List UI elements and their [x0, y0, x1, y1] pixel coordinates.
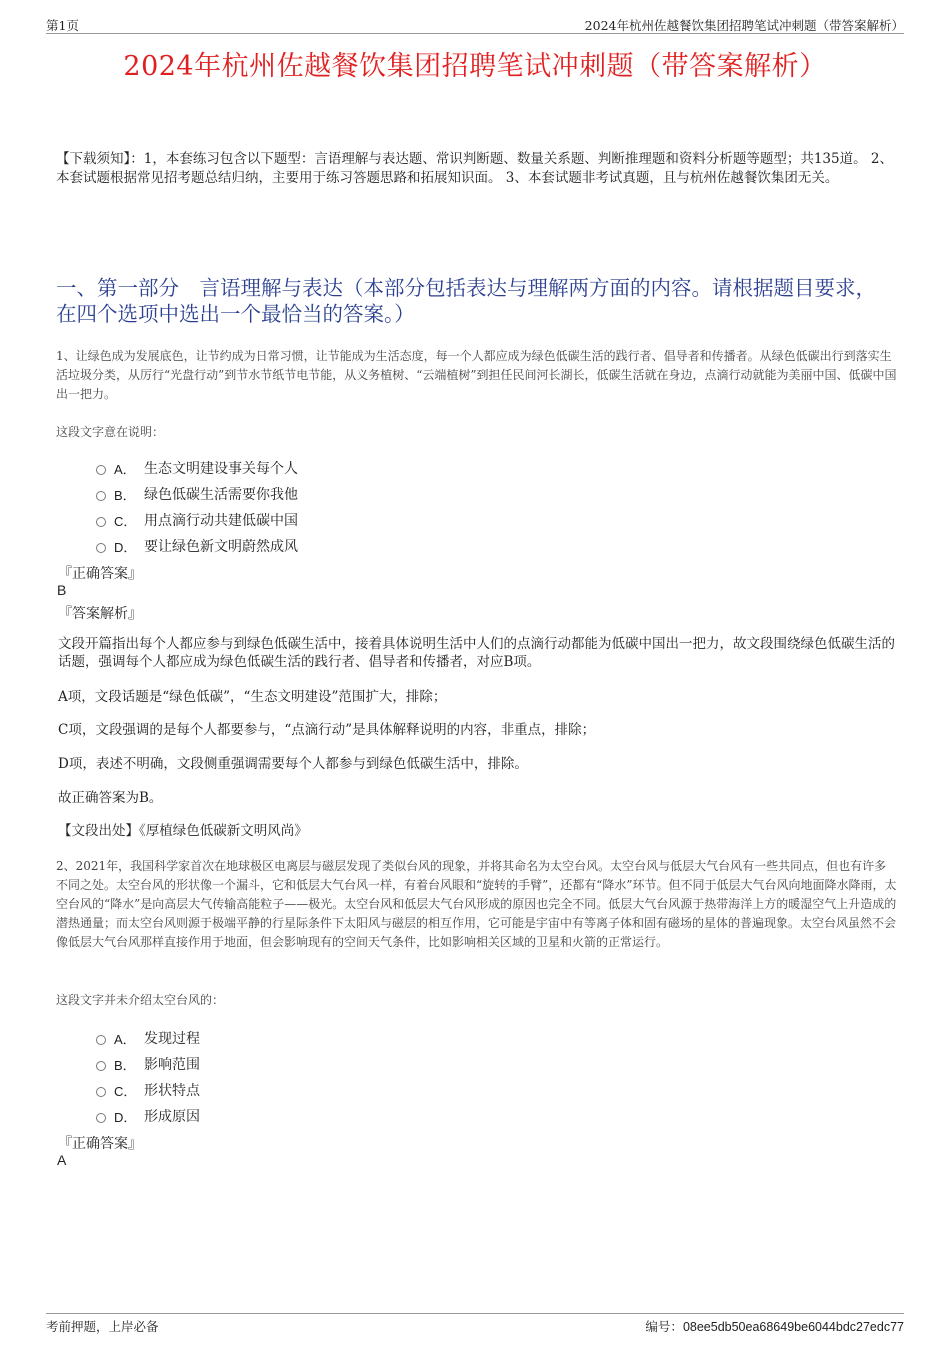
- option-a[interactable]: [96, 1025, 200, 1051]
- question-2-prompt: 这段文字并未介绍太空台风的：: [56, 993, 225, 1007]
- option-letter: D．: [114, 539, 137, 555]
- option-c[interactable]: [96, 1077, 200, 1103]
- option-c[interactable]: [96, 507, 298, 533]
- option-b[interactable]: [96, 481, 298, 507]
- analysis-label: 『答案解析』: [58, 606, 142, 622]
- footer-code-label: 编号：: [645, 1319, 683, 1334]
- footer-slogan: 考前押题，上岸必备: [46, 1319, 159, 1334]
- radio-icon[interactable]: [96, 491, 106, 501]
- option-letter: C．: [114, 1083, 137, 1099]
- correct-answer: B: [57, 582, 67, 598]
- analysis-option-d: D项，表述不明确，文段侧重强调需要每个人都参与到绿色低碳生活中，排除。: [58, 756, 528, 772]
- section-title: 一、第一部分 言语理解与表达（本部分包括表达与理解两方面的内容。请根据题目要求，在四个选项中选出一个最恰当的答案。）: [56, 276, 876, 326]
- analysis-option-c: C项，文段强调的是每个人都要参与，“点滴行动”是具体解释说明的内容，非重点，排除；: [58, 722, 596, 738]
- question-2-text: 2、2021年，我国科学家首次在地球极区电离层与磁层发现了类似台风的现象，并将其命名为太空台风。太空台风与低层大气台风有一些共同点，但也有许多不同之处。太空台风的形状像一个漏斗，它和低层大气台风一样，有着台风眼和“旋转的手臂”，还都有“降水”环节。但不同于低层大气台风向地面降水降雨，太空台风的“降水”是向高层大气传输高能粒子——极光。太空台风和低层大气台风形成的原因也完全不同。低层大气台风源于热带海洋上方的暖湿空气上升造成的潜热通量；而太空台风则源于极端平静的行星际条件下太阳风与磁层的相互作用，它可能是宇宙中有等离子体和固有磁场的星体的普遍现象。太空台风虽然不会像低层大气台风那样直接作用于地面，但会影响现有的空间天气条件，比如影响相关区域的卫星和火箭的正常运行。: [56, 859, 897, 949]
- footer-code: [645, 1317, 904, 1335]
- radio-icon[interactable]: [96, 543, 106, 553]
- analysis-paragraph: 文段开篇指出每个人都应参与到绿色低碳生活中，接着具体说明生活中人们的点滴行动都能为低碳中国出一把力，故文段围绕绿色低碳生活的话题，强调每个人都应成为绿色低碳生活的践行者、倡导者和传播者，对应B项。: [58, 636, 895, 670]
- option-b[interactable]: [96, 1051, 200, 1077]
- radio-icon[interactable]: [96, 1087, 106, 1097]
- radio-icon[interactable]: [96, 1113, 106, 1123]
- radio-icon[interactable]: [96, 517, 106, 527]
- radio-icon[interactable]: [96, 465, 106, 475]
- option-text: 用点滴行动共建低碳中国: [144, 513, 298, 529]
- radio-icon[interactable]: [96, 1035, 106, 1045]
- option-letter: B．: [114, 487, 136, 503]
- option-letter: C．: [114, 513, 137, 529]
- option-letter: B．: [114, 1057, 136, 1073]
- question-2-options: [96, 1025, 200, 1129]
- page-header: [46, 14, 904, 34]
- option-text: 绿色低碳生活需要你我他: [144, 487, 298, 503]
- correct-answer: A: [57, 1152, 67, 1168]
- radio-icon[interactable]: [96, 1061, 106, 1071]
- analysis-option-a: A项，文段话题是“绿色低碳”，“生态文明建设”范围扩大，排除；: [58, 689, 447, 705]
- page-number: 第1页: [46, 18, 79, 33]
- option-text: 形状特点: [144, 1083, 200, 1099]
- footer-code-value: 08ee5db50ea68649be6044bdc27edc77: [682, 1320, 904, 1334]
- header-doc-title: 2024年杭州佐越餐饮集团招聘笔试冲刺题（带答案解析）: [584, 18, 904, 33]
- option-letter: A．: [114, 461, 136, 477]
- question-1-prompt: 这段文字意在说明：: [56, 425, 165, 439]
- download-notice: 【下载须知】：1，本套练习包含以下题型：言语理解与表达题、常识判断题、数量关系题、判断推理题和资料分析题等题型；共135道。 2、本套试题根据常见招考题总结归纳，主要用于练习答题思路和拓展知识面。 3、本套试题非考试真题，且与杭州佐越餐饮集团无关。: [56, 151, 893, 186]
- option-text: 影响范围: [144, 1057, 200, 1073]
- option-text: 要让绿色新文明蔚然成风: [144, 539, 298, 555]
- option-d[interactable]: [96, 533, 298, 559]
- correct-answer-label: 『正确答案』: [58, 566, 142, 582]
- option-text: 生态文明建设事关每个人: [144, 461, 298, 477]
- document-title: 2024年杭州佐越餐饮集团招聘笔试冲刺题（带答案解析）: [123, 51, 827, 82]
- option-a[interactable]: [96, 455, 298, 481]
- option-text: 形成原因: [144, 1109, 200, 1125]
- option-letter: A．: [114, 1031, 136, 1047]
- page-footer: [46, 1313, 904, 1335]
- option-d[interactable]: [96, 1103, 200, 1129]
- option-text: 发现过程: [144, 1031, 200, 1047]
- option-letter: D．: [114, 1109, 137, 1125]
- analysis-conclusion: 故正确答案为B。: [58, 790, 163, 806]
- question-1-text: 1、让绿色成为发展底色，让节约成为日常习惯，让节能成为生活态度，每一个人都应成为绿色低碳生活的践行者、倡导者和传播者。从绿色低碳出行到落实生活垃圾分类，从厉行“光盘行动”到节水节纸节电节能，从义务植树、“云端植树”到担任民间河长湖长，低碳生活就在身边，点滴行动就能为美丽中国、低碳中国出一把力。: [56, 349, 897, 401]
- analysis-source: 【文段出处】《厚植绿色低碳新文明风尚》: [58, 823, 308, 839]
- correct-answer-label: 『正确答案』: [58, 1136, 142, 1152]
- question-1-options: [96, 455, 298, 559]
